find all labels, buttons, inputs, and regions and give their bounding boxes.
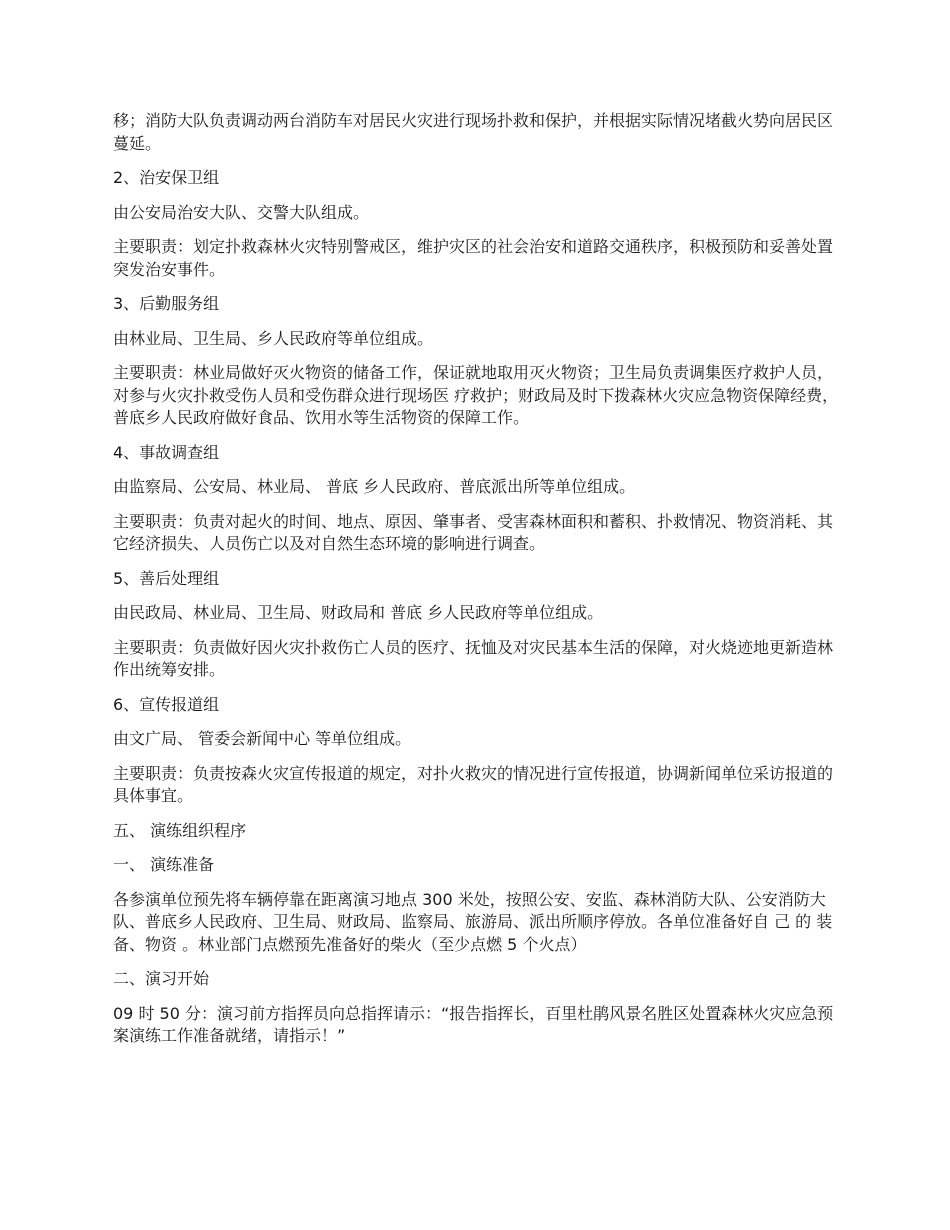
heading-drill-start: 二、演习开始 — [113, 969, 210, 988]
paragraph-drill-start: 09 时 50 分：演习前方指挥员向总指挥请示：“报告指挥长，百里杜鹃风景名胜区处置森林火灾应急预案演练工作准备就绪，请指示！” — [113, 1003, 834, 1045]
heading-drill-procedure: 五、 演练组织程序 — [113, 820, 247, 840]
paragraph-logistics-duties: 主要职责：林业局做好灭火物资的储备工作，保证就地取用灭火物资；卫生局负责调集医疗救护人员，对参与火灾扑救受伤人员和受伤群众进行现场医 疗救护；财政局及时下拨森林火灾应急物资保障经费，普底乡人民政府做好食品、饮用水等生活物资的保障工作。 — [113, 363, 839, 427]
paragraph-investigation-duties: 主要职责：负责对起火的时间、地点、原因、肇事者、受害森林面积和蓄积、扑救情况、物资消耗、其它经济损失、人员伤亡以及对自然生态环境的影响进行调查。 — [113, 511, 834, 553]
paragraph-security-members: 由公安局治安大队、交警大队组成。 — [113, 202, 370, 222]
paragraph-fire-brigade-duty: 移；消防大队负责调动两台消防车对居民火灾进行现场扑救和保护，并根据实际情况堵截火势向居民区蔓延。 — [113, 111, 834, 153]
heading-logistics-group: 3、后勤服务组 — [113, 294, 220, 313]
paragraph-drill-preparation: 各参演单位预先将车辆停靠在距离演习地点 300 米处，按照公安、安监、森林消防大队、公安消防大队、普底乡人民政府、卫生局、财政局、监察局、旅游局、派出所顺序停放。各单位准备好自 己 的 装备、物资 。林业部门点燃预先准备好的柴火（至少点燃 5 个火点） — [113, 889, 833, 954]
document-page — [113, 110, 841, 1060]
paragraph-publicity-duties: 主要职责：负责按森火灾宣传报道的规定，对扑火救灾的情况进行宣传报道，协调新闻单位采访报道的具体事宜。 — [113, 763, 834, 805]
paragraph-investigation-members: 由监察局、公安局、林业局、 普底 乡人民政府、普底派出所等单位组成。 — [113, 477, 636, 496]
paragraph-publicity-members: 由文广局、 管委会新闻中心 等单位组成。 — [113, 729, 412, 748]
paragraph-security-duties: 主要职责：划定扑救森林火灾特别警戒区，维护灾区的社会治安和道路交通秩序，积极预防和妥善处置突发治安事件。 — [113, 237, 834, 279]
paragraph-logistics-members: 由林业局、卫生局、乡人民政府等单位组成。 — [113, 328, 434, 348]
paragraph-aftermath-duties: 主要职责：负责做好因火灾扑救伤亡人员的医疗、抚恤及对灾民基本生活的保障，对火烧迹地更新造林作出统筹安排。 — [113, 637, 834, 679]
heading-security-group: 2、治安保卫组 — [113, 168, 220, 187]
heading-drill-preparation: 一、 演练准备 — [113, 855, 215, 874]
heading-publicity-group: 6、宣传报道组 — [113, 694, 220, 714]
heading-investigation-group: 4、事故调查组 — [113, 442, 220, 462]
paragraph-aftermath-members: 由民政局、林业局、卫生局、财政局和 普底 乡人民政府等单位组成。 — [113, 603, 604, 622]
heading-aftermath-group: 5、善后处理组 — [113, 568, 220, 588]
